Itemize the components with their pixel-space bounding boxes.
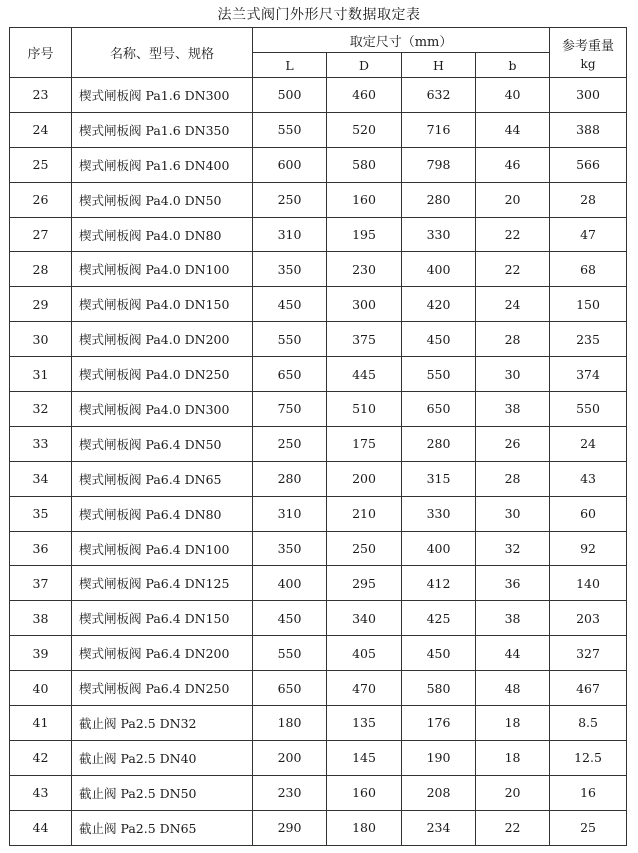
cell-seq: 38 xyxy=(10,601,72,636)
header-b: b xyxy=(476,53,550,78)
cell-weight: 28 xyxy=(550,182,627,217)
cell-weight: 25 xyxy=(550,810,627,845)
cell-name: 楔式闸板阀 Pa1.6 DN300 xyxy=(72,78,253,113)
cell-D: 195 xyxy=(327,217,402,252)
cell-b: 38 xyxy=(476,601,550,636)
cell-D: 405 xyxy=(327,636,402,671)
cell-H: 450 xyxy=(402,636,476,671)
cell-D: 460 xyxy=(327,78,402,113)
cell-weight: 374 xyxy=(550,357,627,392)
cell-weight: 140 xyxy=(550,566,627,601)
cell-name: 楔式闸板阀 Pa4.0 DN150 xyxy=(72,287,253,322)
cell-name: 楔式闸板阀 Pa4.0 DN80 xyxy=(72,217,253,252)
cell-D: 250 xyxy=(327,531,402,566)
cell-weight: 300 xyxy=(550,78,627,113)
cell-L: 650 xyxy=(253,671,327,706)
cell-name: 楔式闸板阀 Pa6.4 DN50 xyxy=(72,426,253,461)
cell-weight: 203 xyxy=(550,601,627,636)
cell-weight: 467 xyxy=(550,671,627,706)
cell-H: 632 xyxy=(402,78,476,113)
cell-D: 520 xyxy=(327,112,402,147)
cell-b: 36 xyxy=(476,566,550,601)
cell-H: 208 xyxy=(402,775,476,810)
cell-name: 楔式闸板阀 Pa6.4 DN100 xyxy=(72,531,253,566)
cell-seq: 23 xyxy=(10,78,72,113)
cell-b: 20 xyxy=(476,775,550,810)
cell-seq: 26 xyxy=(10,182,72,217)
cell-D: 375 xyxy=(327,322,402,357)
cell-weight: 47 xyxy=(550,217,627,252)
cell-b: 32 xyxy=(476,531,550,566)
cell-L: 200 xyxy=(253,740,327,775)
cell-D: 510 xyxy=(327,392,402,427)
table-row xyxy=(10,287,627,322)
table-row xyxy=(10,426,627,461)
cell-name: 楔式闸板阀 Pa6.4 DN150 xyxy=(72,601,253,636)
cell-seq: 37 xyxy=(10,566,72,601)
cell-b: 18 xyxy=(476,706,550,741)
cell-b: 26 xyxy=(476,426,550,461)
cell-seq: 29 xyxy=(10,287,72,322)
cell-weight: 327 xyxy=(550,636,627,671)
cell-name: 截止阀 Pa2.5 DN65 xyxy=(72,810,253,845)
cell-H: 280 xyxy=(402,182,476,217)
table-row xyxy=(10,322,627,357)
cell-seq: 24 xyxy=(10,112,72,147)
cell-L: 230 xyxy=(253,775,327,810)
cell-D: 580 xyxy=(327,147,402,182)
cell-L: 400 xyxy=(253,566,327,601)
table-row xyxy=(10,636,627,671)
cell-D: 175 xyxy=(327,426,402,461)
cell-L: 290 xyxy=(253,810,327,845)
header-L: L xyxy=(253,53,327,78)
cell-name: 楔式闸板阀 Pa4.0 DN50 xyxy=(72,182,253,217)
cell-weight: 550 xyxy=(550,392,627,427)
cell-b: 40 xyxy=(476,78,550,113)
cell-D: 145 xyxy=(327,740,402,775)
cell-H: 315 xyxy=(402,461,476,496)
cell-H: 412 xyxy=(402,566,476,601)
valve-dimension-table xyxy=(9,27,627,846)
cell-seq: 32 xyxy=(10,392,72,427)
cell-name: 楔式闸板阀 Pa1.6 DN400 xyxy=(72,147,253,182)
cell-H: 400 xyxy=(402,252,476,287)
cell-seq: 43 xyxy=(10,775,72,810)
cell-H: 234 xyxy=(402,810,476,845)
cell-L: 500 xyxy=(253,78,327,113)
cell-b: 38 xyxy=(476,392,550,427)
table-row xyxy=(10,147,627,182)
header-name: 名称、型号、规格 xyxy=(72,28,253,78)
cell-L: 350 xyxy=(253,252,327,287)
cell-seq: 25 xyxy=(10,147,72,182)
cell-D: 160 xyxy=(327,182,402,217)
cell-b: 30 xyxy=(476,496,550,531)
header-seq: 序号 xyxy=(10,28,72,78)
cell-L: 550 xyxy=(253,112,327,147)
cell-name: 截止阀 Pa2.5 DN50 xyxy=(72,775,253,810)
cell-H: 400 xyxy=(402,531,476,566)
cell-name: 截止阀 Pa2.5 DN40 xyxy=(72,740,253,775)
cell-D: 180 xyxy=(327,810,402,845)
header-weight xyxy=(550,28,627,78)
cell-name: 楔式闸板阀 Pa4.0 DN200 xyxy=(72,322,253,357)
cell-H: 176 xyxy=(402,706,476,741)
table-row xyxy=(10,217,627,252)
cell-D: 340 xyxy=(327,601,402,636)
cell-H: 716 xyxy=(402,112,476,147)
cell-H: 330 xyxy=(402,496,476,531)
cell-L: 750 xyxy=(253,392,327,427)
header-weight-unit: kg xyxy=(580,56,596,71)
cell-weight: 388 xyxy=(550,112,627,147)
cell-b: 46 xyxy=(476,147,550,182)
cell-b: 20 xyxy=(476,182,550,217)
table-body xyxy=(10,78,627,846)
cell-name: 楔式闸板阀 Pa6.4 DN80 xyxy=(72,496,253,531)
cell-name: 楔式闸板阀 Pa1.6 DN350 xyxy=(72,112,253,147)
header-H: H xyxy=(402,53,476,78)
cell-D: 230 xyxy=(327,252,402,287)
cell-D: 210 xyxy=(327,496,402,531)
cell-D: 445 xyxy=(327,357,402,392)
table-row xyxy=(10,357,627,392)
table-row xyxy=(10,601,627,636)
page-title: 法兰式阀门外形尺寸数据取定表 xyxy=(217,7,421,23)
cell-weight: 68 xyxy=(550,252,627,287)
cell-L: 250 xyxy=(253,182,327,217)
cell-D: 135 xyxy=(327,706,402,741)
cell-D: 300 xyxy=(327,287,402,322)
cell-seq: 39 xyxy=(10,636,72,671)
table-row xyxy=(10,671,627,706)
cell-seq: 27 xyxy=(10,217,72,252)
cell-H: 330 xyxy=(402,217,476,252)
cell-H: 420 xyxy=(402,287,476,322)
table-row xyxy=(10,740,627,775)
cell-b: 30 xyxy=(476,357,550,392)
table-row xyxy=(10,392,627,427)
cell-weight: 150 xyxy=(550,287,627,322)
cell-H: 425 xyxy=(402,601,476,636)
cell-weight: 16 xyxy=(550,775,627,810)
table-row xyxy=(10,112,627,147)
cell-seq: 35 xyxy=(10,496,72,531)
cell-L: 310 xyxy=(253,217,327,252)
cell-b: 18 xyxy=(476,740,550,775)
cell-b: 22 xyxy=(476,810,550,845)
cell-seq: 44 xyxy=(10,810,72,845)
cell-weight: 8.5 xyxy=(550,706,627,741)
cell-H: 450 xyxy=(402,322,476,357)
cell-L: 550 xyxy=(253,322,327,357)
table-row xyxy=(10,531,627,566)
cell-name: 楔式闸板阀 Pa6.4 DN65 xyxy=(72,461,253,496)
cell-seq: 41 xyxy=(10,706,72,741)
cell-seq: 36 xyxy=(10,531,72,566)
table-row xyxy=(10,706,627,741)
cell-L: 550 xyxy=(253,636,327,671)
header-dims: 取定尺寸（mm） xyxy=(253,28,550,53)
cell-H: 550 xyxy=(402,357,476,392)
cell-weight: 24 xyxy=(550,426,627,461)
cell-seq: 34 xyxy=(10,461,72,496)
table-row xyxy=(10,182,627,217)
cell-seq: 28 xyxy=(10,252,72,287)
cell-seq: 40 xyxy=(10,671,72,706)
cell-weight: 235 xyxy=(550,322,627,357)
cell-name: 楔式闸板阀 Pa4.0 DN100 xyxy=(72,252,253,287)
cell-name: 楔式闸板阀 Pa4.0 DN250 xyxy=(72,357,253,392)
cell-weight: 566 xyxy=(550,147,627,182)
header-D: D xyxy=(327,53,402,78)
cell-name: 楔式闸板阀 Pa6.4 DN200 xyxy=(72,636,253,671)
cell-seq: 33 xyxy=(10,426,72,461)
cell-b: 44 xyxy=(476,636,550,671)
table-row xyxy=(10,775,627,810)
cell-L: 600 xyxy=(253,147,327,182)
cell-L: 280 xyxy=(253,461,327,496)
table-row xyxy=(10,78,627,113)
table-row xyxy=(10,461,627,496)
cell-L: 250 xyxy=(253,426,327,461)
cell-seq: 30 xyxy=(10,322,72,357)
cell-D: 295 xyxy=(327,566,402,601)
cell-L: 450 xyxy=(253,601,327,636)
cell-b: 48 xyxy=(476,671,550,706)
cell-H: 650 xyxy=(402,392,476,427)
cell-b: 24 xyxy=(476,287,550,322)
cell-D: 160 xyxy=(327,775,402,810)
table-row xyxy=(10,810,627,845)
cell-b: 22 xyxy=(476,252,550,287)
cell-name: 楔式闸板阀 Pa6.4 DN250 xyxy=(72,671,253,706)
cell-b: 28 xyxy=(476,461,550,496)
cell-L: 310 xyxy=(253,496,327,531)
cell-name: 截止阀 Pa2.5 DN32 xyxy=(72,706,253,741)
cell-name: 楔式闸板阀 Pa6.4 DN125 xyxy=(72,566,253,601)
cell-H: 798 xyxy=(402,147,476,182)
cell-weight: 12.5 xyxy=(550,740,627,775)
header-weight-label: 参考重量 xyxy=(562,38,615,54)
table-row xyxy=(10,496,627,531)
cell-b: 22 xyxy=(476,217,550,252)
cell-weight: 43 xyxy=(550,461,627,496)
cell-D: 470 xyxy=(327,671,402,706)
cell-L: 650 xyxy=(253,357,327,392)
table-row xyxy=(10,566,627,601)
cell-H: 280 xyxy=(402,426,476,461)
table-row xyxy=(10,252,627,287)
cell-D: 200 xyxy=(327,461,402,496)
cell-H: 580 xyxy=(402,671,476,706)
cell-L: 350 xyxy=(253,531,327,566)
cell-L: 450 xyxy=(253,287,327,322)
cell-seq: 31 xyxy=(10,357,72,392)
header-row-1 xyxy=(10,28,627,53)
cell-b: 28 xyxy=(476,322,550,357)
cell-name: 楔式闸板阀 Pa4.0 DN300 xyxy=(72,392,253,427)
cell-L: 180 xyxy=(253,706,327,741)
cell-weight: 92 xyxy=(550,531,627,566)
cell-seq: 42 xyxy=(10,740,72,775)
cell-b: 44 xyxy=(476,112,550,147)
cell-H: 190 xyxy=(402,740,476,775)
cell-weight: 60 xyxy=(550,496,627,531)
